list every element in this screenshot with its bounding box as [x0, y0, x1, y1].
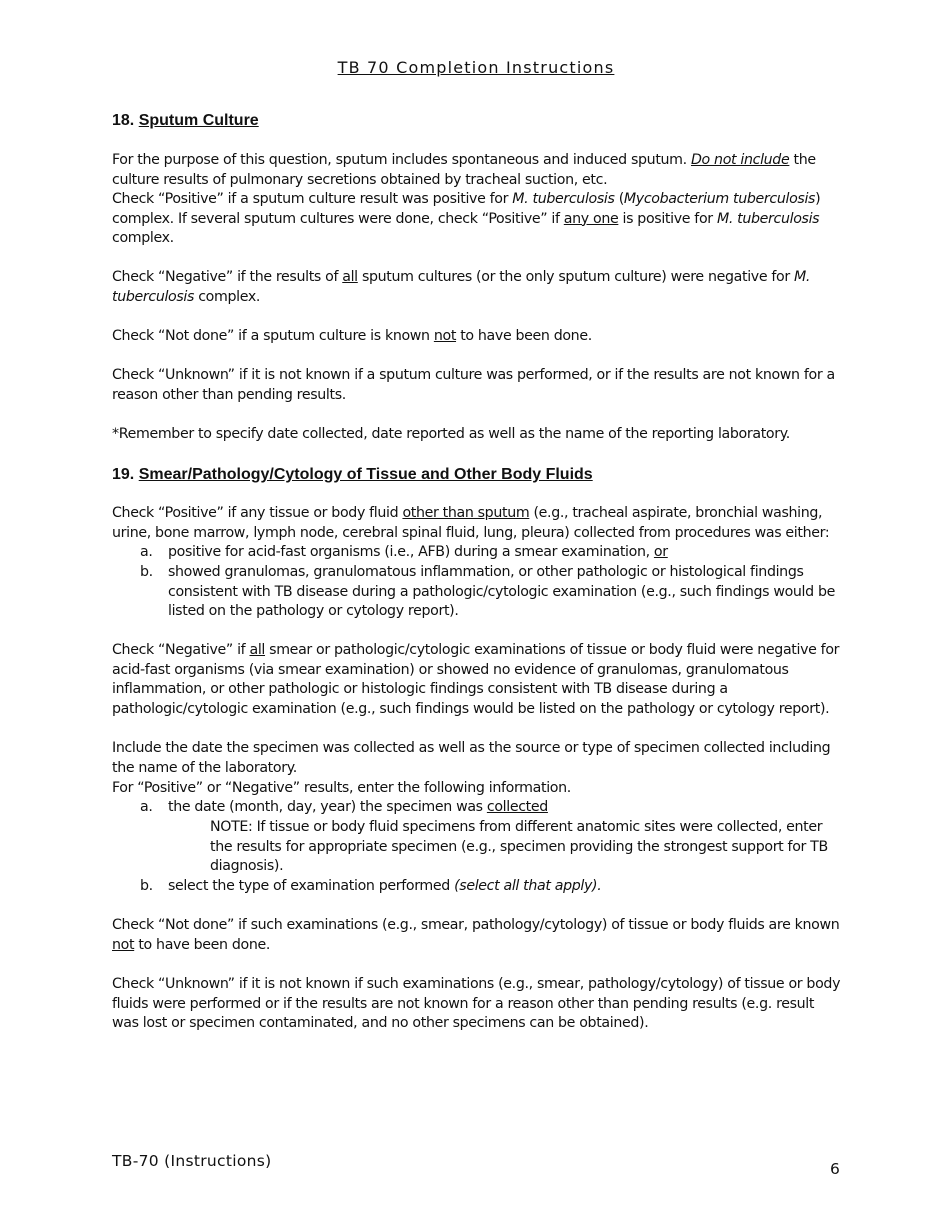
s19-paragraph-6: Check “Unknown” if it is not known if such examinations (e.g., smear, pathology/cytology) of tissue or body fluids were performed or if the results are not known for a reason other than pending results (e.g. result was lost or specimen contaminated, and no other specimens can be obtained).: [112, 976, 841, 1032]
s18-paragraph-2: Check “Positive” if a sputum culture result was positive for M. tuberculosis (Mycobacterium tuberculosis) complex. If several sputum cultures were done, check “Positive” if any one is positive for M. tuberculosis complex.: [112, 191, 821, 247]
s18-paragraph-6: *Remember to specify date collected, date reported as well as the name of the reporting laboratory.: [112, 426, 790, 442]
s18-paragraph-4: Check “Not done” if a sputum culture is known not to have been done.: [112, 328, 592, 344]
section-19-heading: [112, 466, 593, 484]
page-number: 6: [830, 1160, 840, 1178]
note-text: NOTE: If tissue or body fluid specimens from different anatomic sites were collected, enter the results for appropriate specimen (e.g., specimen providing the strongest support for TB diagnosis).: [210, 819, 828, 875]
s19-paragraph-3: Include the date the specimen was collected as well as the source or type of specimen collected including the name of the laboratory.: [112, 740, 831, 776]
s19-paragraph-4: For “Positive” or “Negative” results, enter the following information.: [112, 780, 571, 796]
s19-paragraph-5: Check “Not done” if such examinations (e.g., smear, pathology/cytology) of tissue or body fluids are known not to have been done.: [112, 917, 840, 953]
section-18-heading: [112, 112, 259, 130]
section-18-number: 18.: [112, 112, 135, 129]
footer-label: TB-70 (Instructions): [112, 1152, 272, 1170]
s18-paragraph-3: Check “Negative” if the results of all sputum cultures (or the only sputum culture) were negative for M. tuberculosis complex.: [112, 269, 811, 305]
section-18-title: Sputum Culture: [138, 112, 259, 129]
s19-paragraph-2: Check “Negative” if all smear or pathologic/cytologic examinations of tissue or body fluid were negative for acid-fast organisms (via smear examination) or showed no evidence of granulomas, granulomatous inflammation, or other pathologic or histologic findings consistent with TB disease during a pathologic/cytologic examination (e.g., such findings would be listed on the pathology or cytology report).: [112, 642, 840, 717]
section-19-number: 19.: [112, 466, 135, 483]
s18-paragraph-1: For the purpose of this question, sputum includes spontaneous and induced sputum. Do not include the culture results of pulmonary secretions obtained by tracheal suction, etc.: [112, 152, 816, 188]
page-title: TB 70 Completion Instructions: [337, 58, 615, 77]
s18-paragraph-5: Check “Unknown” if it is not known if a sputum culture was performed, or if the results are not known for a reason other than pending results.: [112, 367, 835, 403]
section-19-title: Smear/Pathology/Cytology of Tissue and Other Body Fluids: [138, 466, 593, 483]
s19-paragraph-1: Check “Positive” if any tissue or body fluid other than sputum (e.g., tracheal aspirate, bronchial washing, urine, bone marrow, lymph node, cerebral spinal fluid, lung, pleura) collected from procedures was either:: [112, 505, 830, 541]
